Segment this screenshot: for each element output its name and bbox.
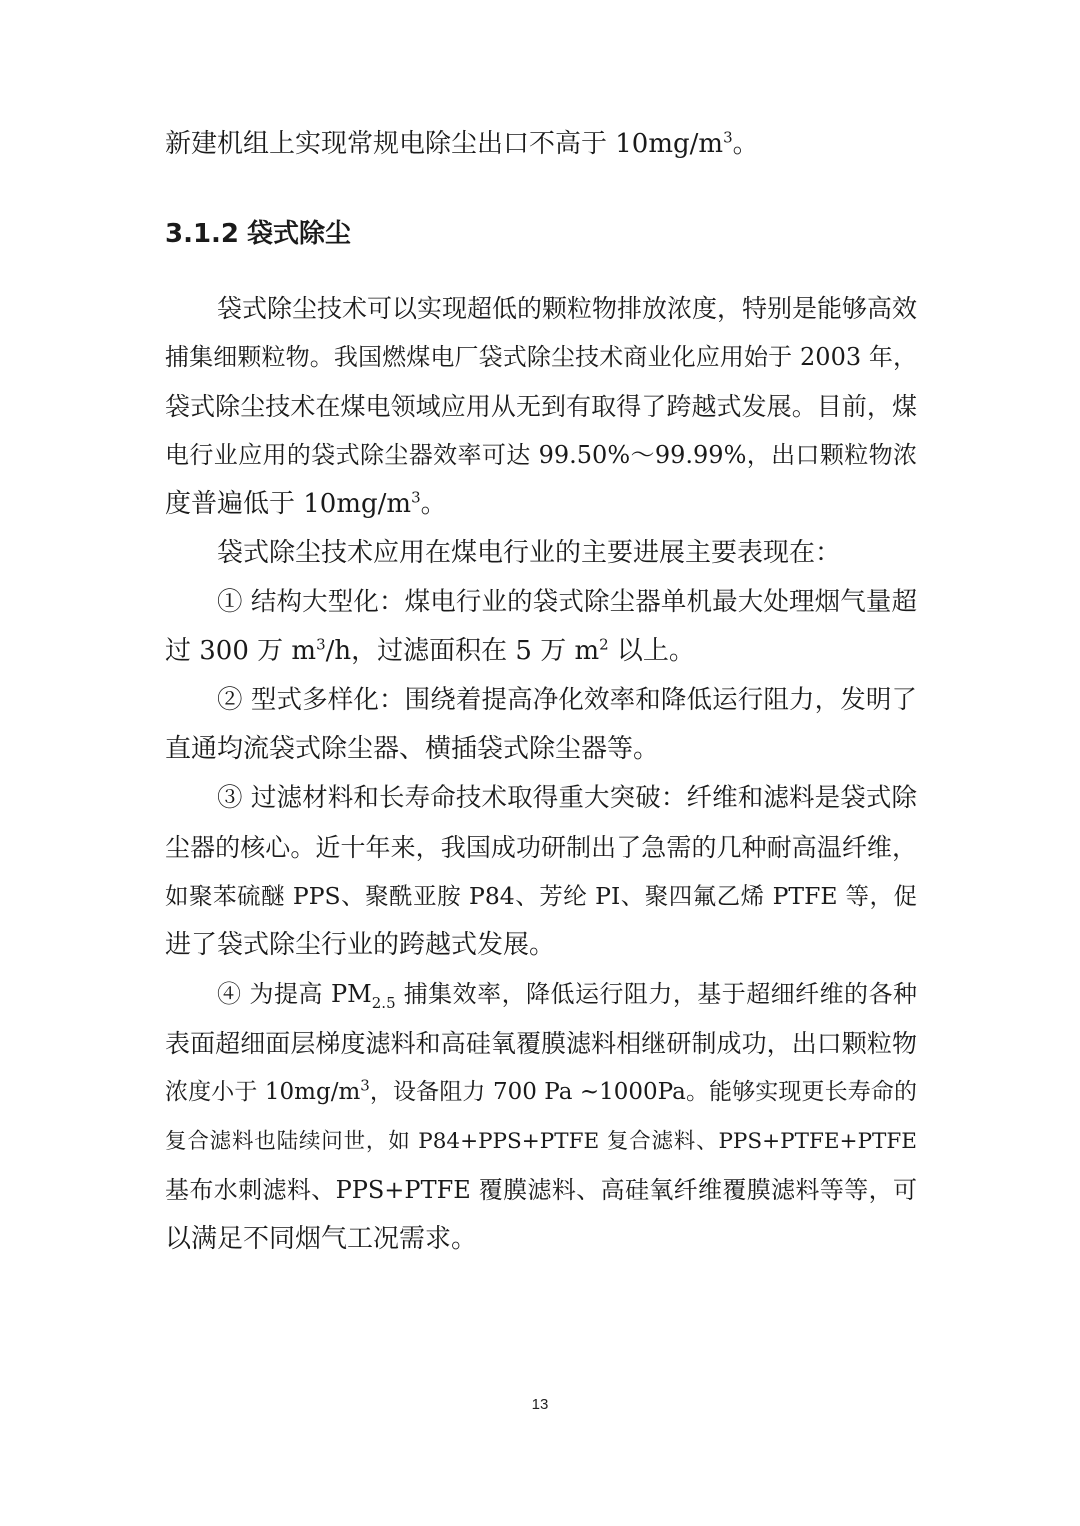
intro-line-end: 。	[732, 129, 759, 159]
paragraph-1	[165, 284, 917, 529]
superscript: 2	[599, 635, 609, 654]
superscript: 3	[360, 1076, 370, 1095]
section-title: 袋式除尘	[247, 219, 352, 249]
list-item-line: 复合滤料也陆续问世，如 P84+PPS+PTFE 复合滤料、PPS+PTFE+PTFE	[165, 1129, 917, 1154]
paragraph-text: 度普遍低于 10mg/m	[165, 489, 412, 519]
paragraph-line: 捕集细颗粒物。我国燃煤电厂袋式除尘技术商业化应用始于 2003 年，	[165, 343, 917, 371]
list-item-line: 以满足不同烟气工况需求。	[165, 1224, 478, 1254]
list-item-line: 进了袋式除尘行业的跨越式发展。	[165, 930, 556, 960]
list-item-1	[165, 578, 917, 676]
superscript: 3	[316, 635, 326, 654]
list-item-line	[165, 627, 917, 676]
page-number: 13	[531, 1396, 549, 1413]
paragraph-text: 。	[420, 489, 447, 519]
intro-line	[165, 120, 917, 169]
superscript: 3	[723, 128, 733, 147]
list-item-line: 基布水刺滤料、PPS+PTFE 覆膜滤料、高硅氧纤维覆膜滤料等等，可	[165, 1176, 917, 1204]
list-item-text: ④ 为提高 PM	[217, 980, 372, 1008]
list-item-3	[165, 774, 917, 970]
list-item-line: 表面超细面层梯度滤料和高硅氧覆膜滤料相继研制成功，出口颗粒物	[165, 1029, 917, 1058]
list-item-text: 过 300 万 m	[165, 636, 317, 666]
paragraph-line: 电行业应用的袋式除尘器效率可达 99.50%～99.99%，出口颗粒物浓	[165, 441, 917, 469]
intro-line-text: 新建机组上实现常规电除尘出口不高于 10mg/m	[165, 129, 724, 159]
list-item-4	[165, 970, 917, 1264]
list-item-line: 尘器的核心。近十年来，我国成功研制出了急需的几种耐高温纤维，	[165, 833, 917, 862]
paragraph-line: 袋式除尘技术可以实现超低的颗粒物排放浓度，特别是能够高效	[217, 294, 918, 323]
list-item-line	[165, 1068, 917, 1117]
section-number: 3.1.2	[165, 219, 240, 249]
superscript: 3	[411, 488, 421, 507]
list-item-line: ② 型式多样化：围绕着提高净化效率和降低运行阻力，发明了	[217, 685, 917, 715]
list-item-line: 直通均流袋式除尘器、横插袋式除尘器等。	[165, 734, 660, 764]
list-item-text: ，设备阻力 700 Pa ~1000Pa。能够实现更长寿命的	[369, 1079, 917, 1105]
list-item-text: 浓度小于 10mg/m	[165, 1079, 361, 1105]
list-item-line: ① 结构大型化：煤电行业的袋式除尘器单机最大处理烟气量超	[217, 587, 917, 617]
list-item-line: ③ 过滤材料和长寿命技术取得重大突破：纤维和滤料是袋式除	[217, 783, 917, 813]
page-content	[165, 120, 917, 1264]
list-item-text: 以上。	[608, 636, 695, 666]
paragraph-line: 袋式除尘技术在煤电领域应用从无到有取得了跨越式发展。目前，煤	[165, 392, 917, 421]
list-item-line: 如聚苯硫醚 PPS、聚酰亚胺 P84、芳纶 PI、聚四氟乙烯 PTFE 等，促	[165, 882, 918, 910]
paragraph-2: 袋式除尘技术应用在煤电行业的主要进展主要表现在：	[217, 538, 842, 568]
list-item-2	[165, 676, 917, 774]
list-item-line	[165, 970, 917, 1019]
list-item-text: 捕集效率，降低运行阻力，基于超细纤维的各种	[395, 980, 917, 1008]
paragraph-line	[165, 480, 917, 529]
list-item-text: /h，过滤面积在 5 万 m	[325, 636, 600, 666]
subscript: 2.5	[371, 993, 396, 1012]
section-heading	[165, 214, 917, 254]
